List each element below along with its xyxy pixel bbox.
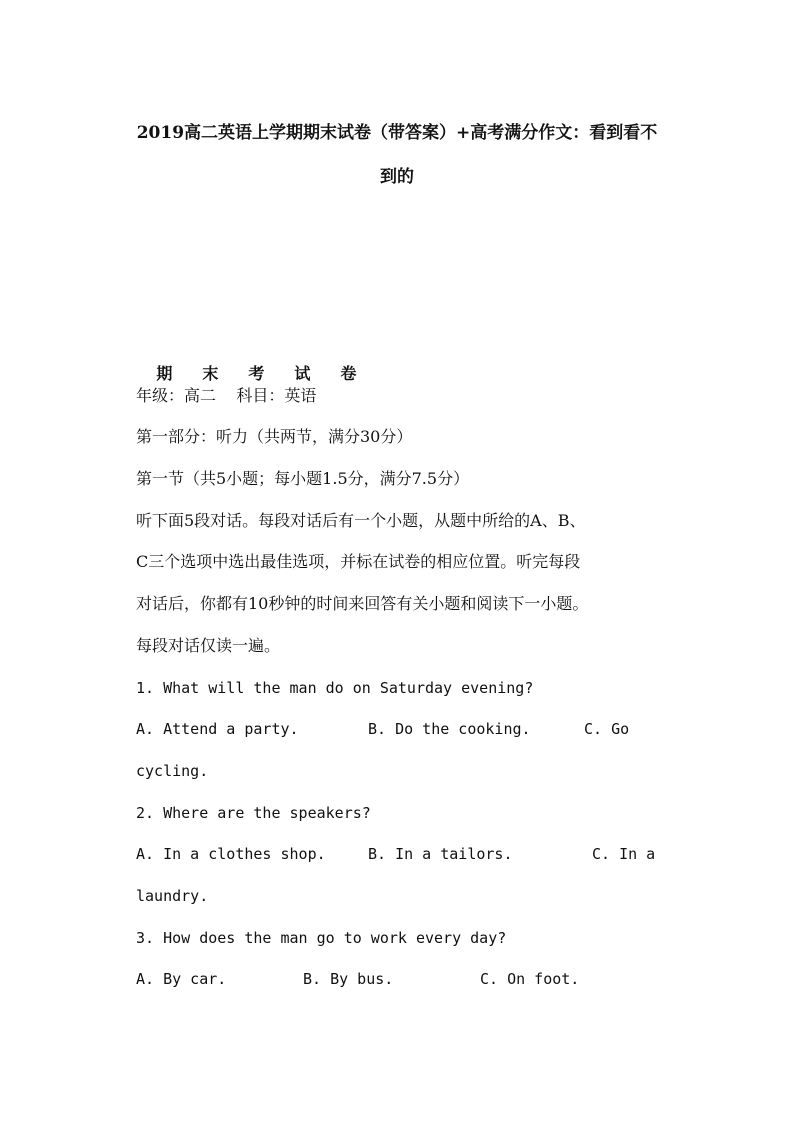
question-1-option-a: A. Attend a party. (136, 720, 299, 738)
question-3-option-a: A. By car. (136, 970, 227, 988)
heading-char: 期 (156, 364, 173, 383)
grade-subject-line: 年级：高二 科目：英语 (136, 386, 317, 405)
question-3-option-c: C. On foot. (480, 970, 580, 988)
question-3-option-b: B. By bus. (303, 970, 394, 988)
instruction-line: 对话后，你都有10秒钟的时间来回答有关小题和阅读下一小题。 (136, 594, 589, 613)
instruction-line: 听下面5段对话。每段对话后有一个小题，从题中所给的A、B、 (136, 511, 586, 530)
question-2-option-a: A. In a clothes shop. (136, 845, 326, 863)
heading-char: 卷 (340, 364, 357, 383)
question-2-option-b: B. In a tailors. (368, 845, 513, 863)
question-1-option-c-wrap: cycling. (136, 762, 209, 780)
question-1-stem: 1. What will the man do on Saturday evening? (136, 679, 534, 697)
question-1-option-c: C. Go (584, 720, 630, 738)
question-2-stem: 2. Where are the speakers? (136, 804, 371, 822)
question-2-option-c: C. In a (592, 845, 656, 863)
heading-char: 考 (248, 364, 265, 383)
heading-char: 末 (202, 364, 219, 383)
document-title-line-2: 到的 (380, 167, 414, 187)
question-1-option-b: B. Do the cooking. (368, 720, 531, 738)
question-3-stem: 3. How does the man go to work every day? (136, 929, 507, 947)
part-one-heading: 第一部分：听力（共两节，满分30分） (136, 427, 413, 446)
instruction-line: C三个选项中选出最佳选项，并标在试卷的相应位置。听完每段 (136, 552, 581, 571)
heading-char: 试 (294, 364, 311, 383)
question-2-option-c-wrap: laundry. (136, 887, 209, 905)
section-one-heading: 第一节（共5小题；每小题1.5分，满分7.5分） (136, 469, 470, 488)
document-title-line-1: 2019高二英语上学期期末试卷（带答案）+高考满分作文：看到看不 (136, 123, 658, 143)
instruction-line: 每段对话仅读一遍。 (136, 636, 281, 655)
